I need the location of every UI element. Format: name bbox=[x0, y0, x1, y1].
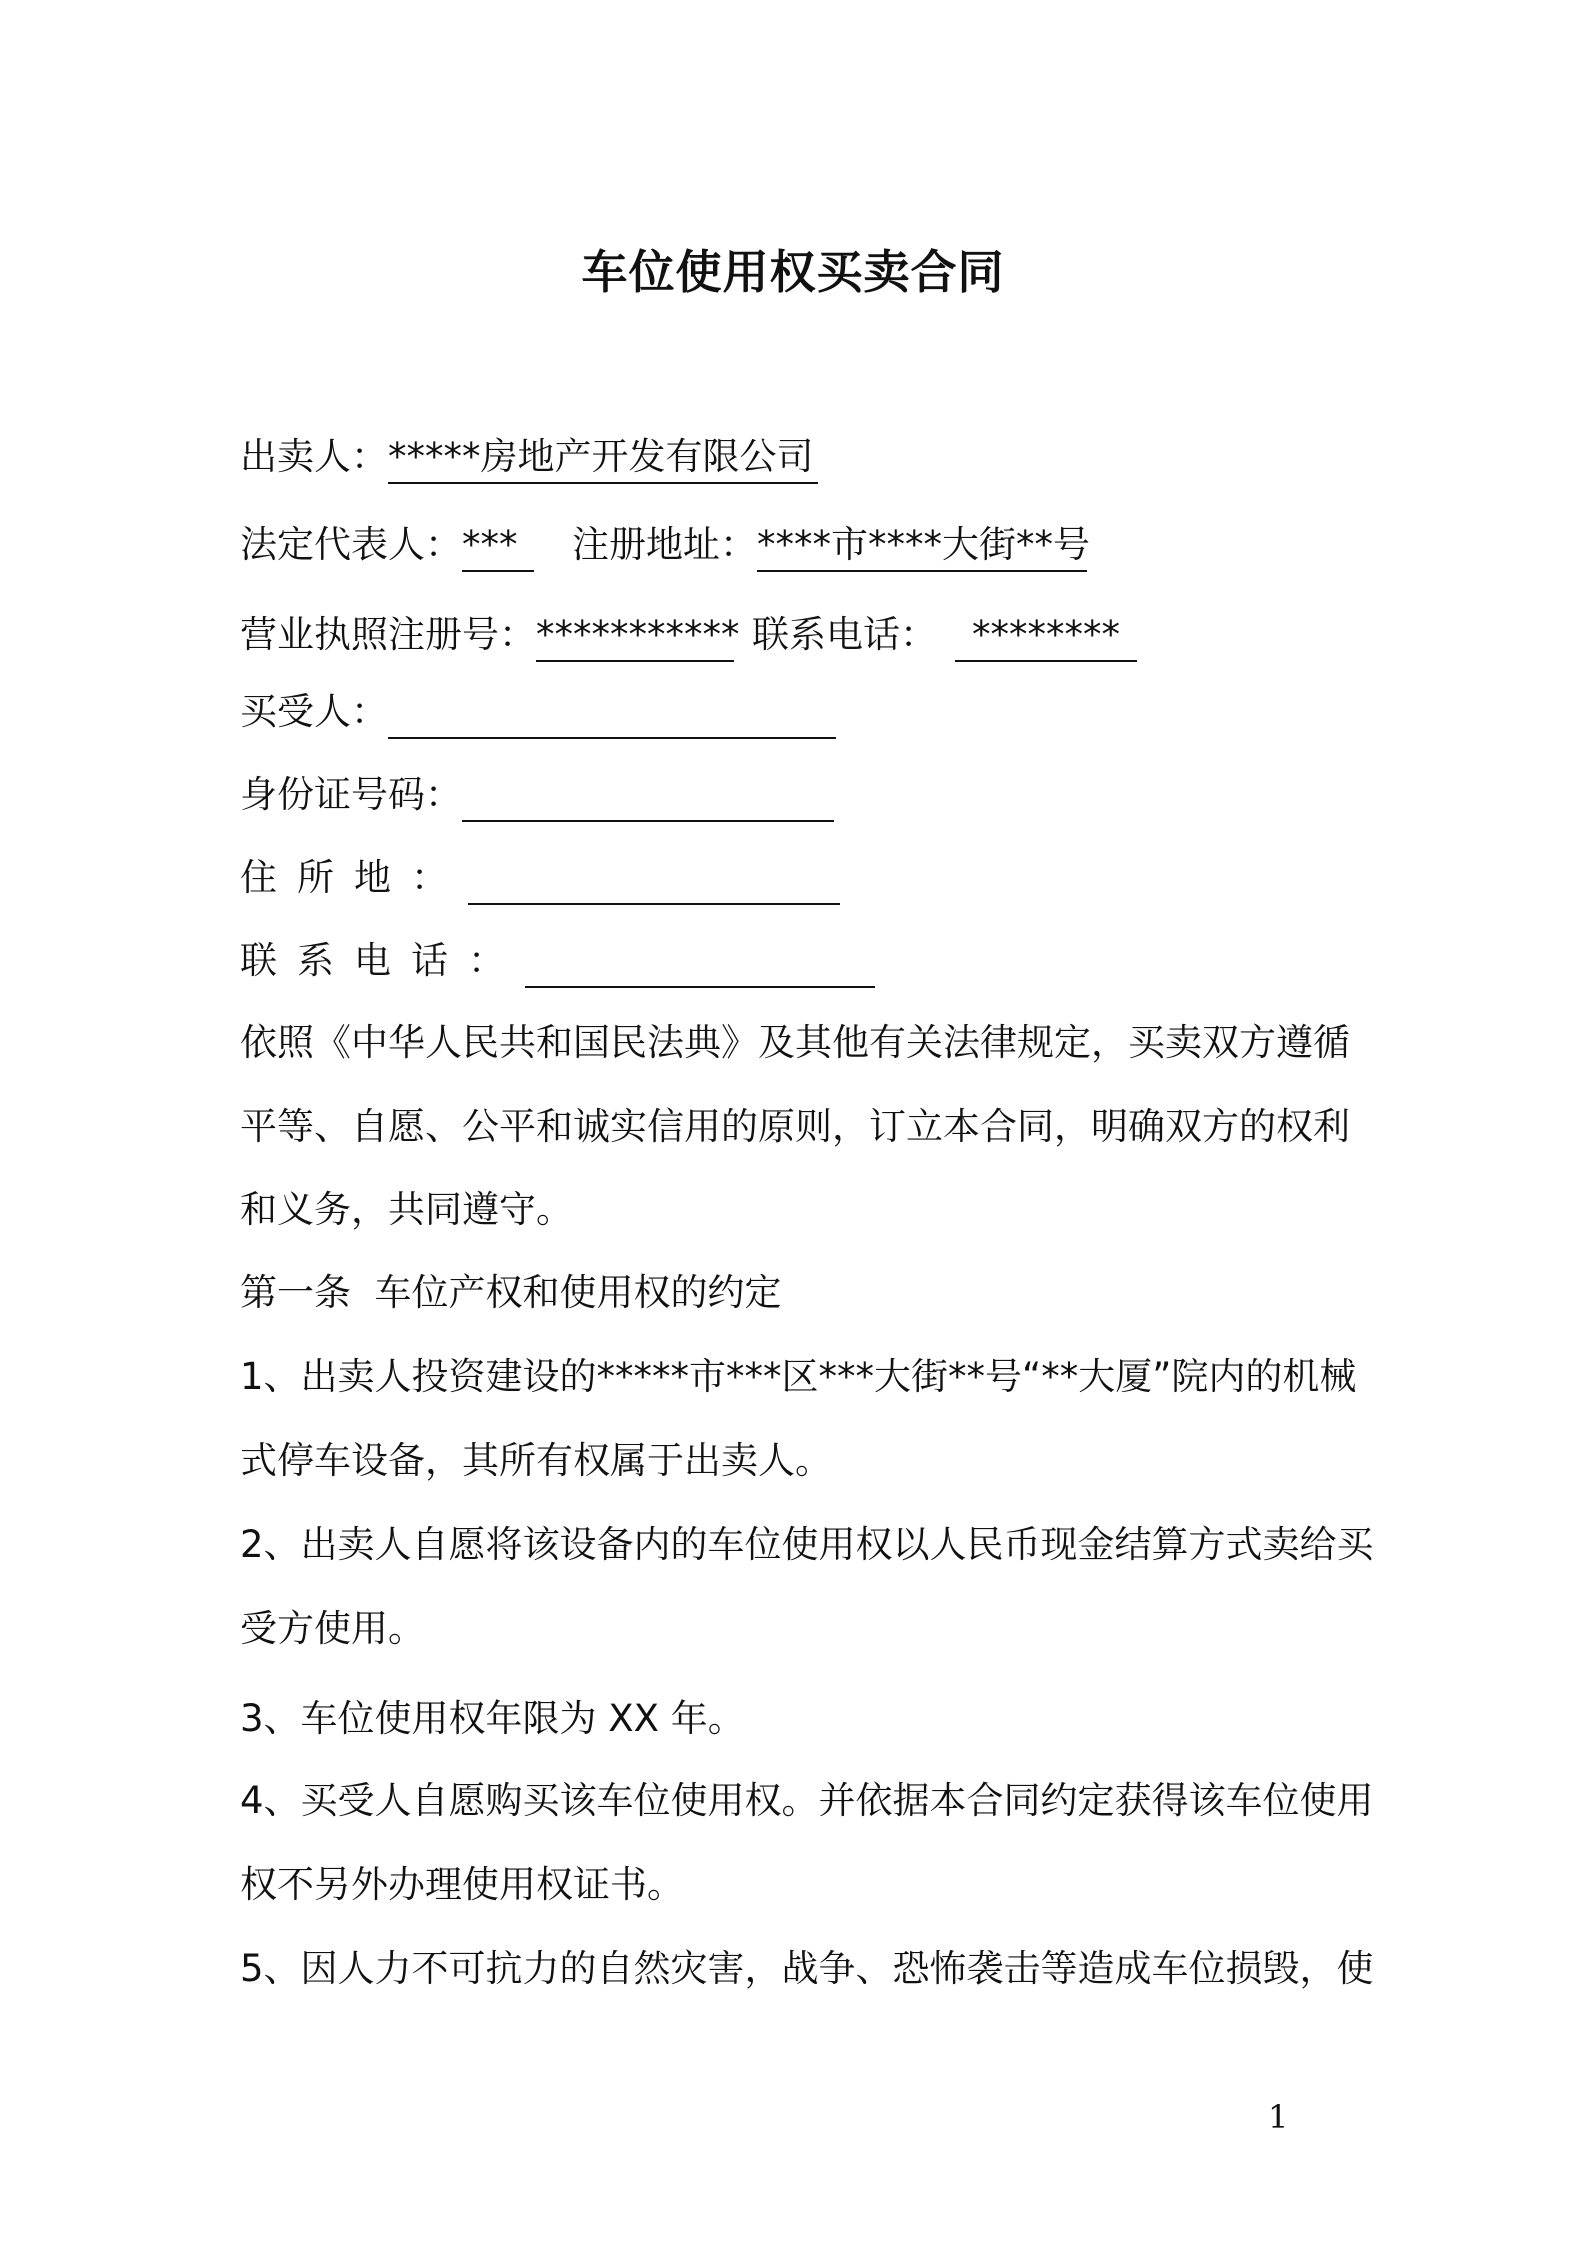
clause-line-8: 5、因人力不可抗力的自然灾害，战争、恐怖袭击等造成车位损毁，使 bbox=[240, 1947, 1374, 1990]
page-title: 车位使用权买卖合同 bbox=[581, 245, 1005, 299]
buyer-phone-label: 联系电话： bbox=[240, 939, 525, 982]
legal-rep-line bbox=[240, 520, 1090, 570]
clause-line-7: 权不另外办理使用权证书。 bbox=[240, 1863, 684, 1906]
seller-value: *****房地产开发有限公司 bbox=[388, 432, 818, 484]
clause-line-2: 式停车设备，其所有权属于出卖人。 bbox=[240, 1439, 832, 1482]
license-value: *********** bbox=[536, 610, 734, 662]
residence-blank bbox=[468, 853, 840, 905]
id-line bbox=[240, 770, 834, 820]
legal-rep-label: 法定代表人： bbox=[240, 523, 462, 566]
article-1-heading: 第一条 车位产权和使用权的约定 bbox=[240, 1271, 782, 1314]
seller-phone-value: ******** bbox=[955, 610, 1137, 662]
buyer-blank bbox=[388, 687, 836, 739]
seller-label: 出卖人： bbox=[240, 435, 388, 478]
reg-address-value: ****市****大街**号 bbox=[757, 520, 1087, 572]
buyer-phone-line bbox=[240, 936, 875, 986]
buyer-label: 买受人： bbox=[240, 690, 388, 733]
id-blank bbox=[462, 770, 834, 822]
license-line bbox=[240, 610, 1137, 660]
preamble-line-1: 依照《中华人民共和国民法典》及其他有关法律规定，买卖双方遵循 bbox=[240, 1021, 1350, 1064]
seller-phone-label: 联系电话： bbox=[752, 613, 937, 656]
clause-line-6: 4、买受人自愿购买该车位使用权。并依据本合同约定获得该车位使用 bbox=[240, 1779, 1374, 1822]
legal-rep-value: *** bbox=[462, 520, 534, 572]
license-label: 营业执照注册号： bbox=[240, 613, 536, 656]
clause-line-3: 2、出卖人自愿将该设备内的车位使用权以人民币现金结算方式卖给买 bbox=[240, 1523, 1374, 1566]
clause-line-4: 受方使用。 bbox=[240, 1607, 425, 1650]
page-number: 1 bbox=[1268, 2098, 1289, 2136]
buyer-line bbox=[240, 687, 836, 737]
preamble-line-3: 和义务，共同遵守。 bbox=[240, 1188, 573, 1231]
clause-line-5: 3、车位使用权年限为 XX 年。 bbox=[240, 1697, 745, 1740]
reg-address-label: 注册地址： bbox=[572, 523, 757, 566]
buyer-phone-blank bbox=[525, 936, 875, 988]
preamble-line-2: 平等、自愿、公平和诚实信用的原则，订立本合同，明确双方的权利 bbox=[240, 1105, 1350, 1148]
residence-label: 住所地： bbox=[240, 856, 468, 899]
clause-line-1: 1、出卖人投资建设的*****市***区***大街**号“**大厦”院内的机械 bbox=[240, 1355, 1357, 1398]
seller-line bbox=[240, 432, 818, 482]
residence-line bbox=[240, 853, 840, 903]
id-label: 身份证号码： bbox=[240, 773, 462, 816]
